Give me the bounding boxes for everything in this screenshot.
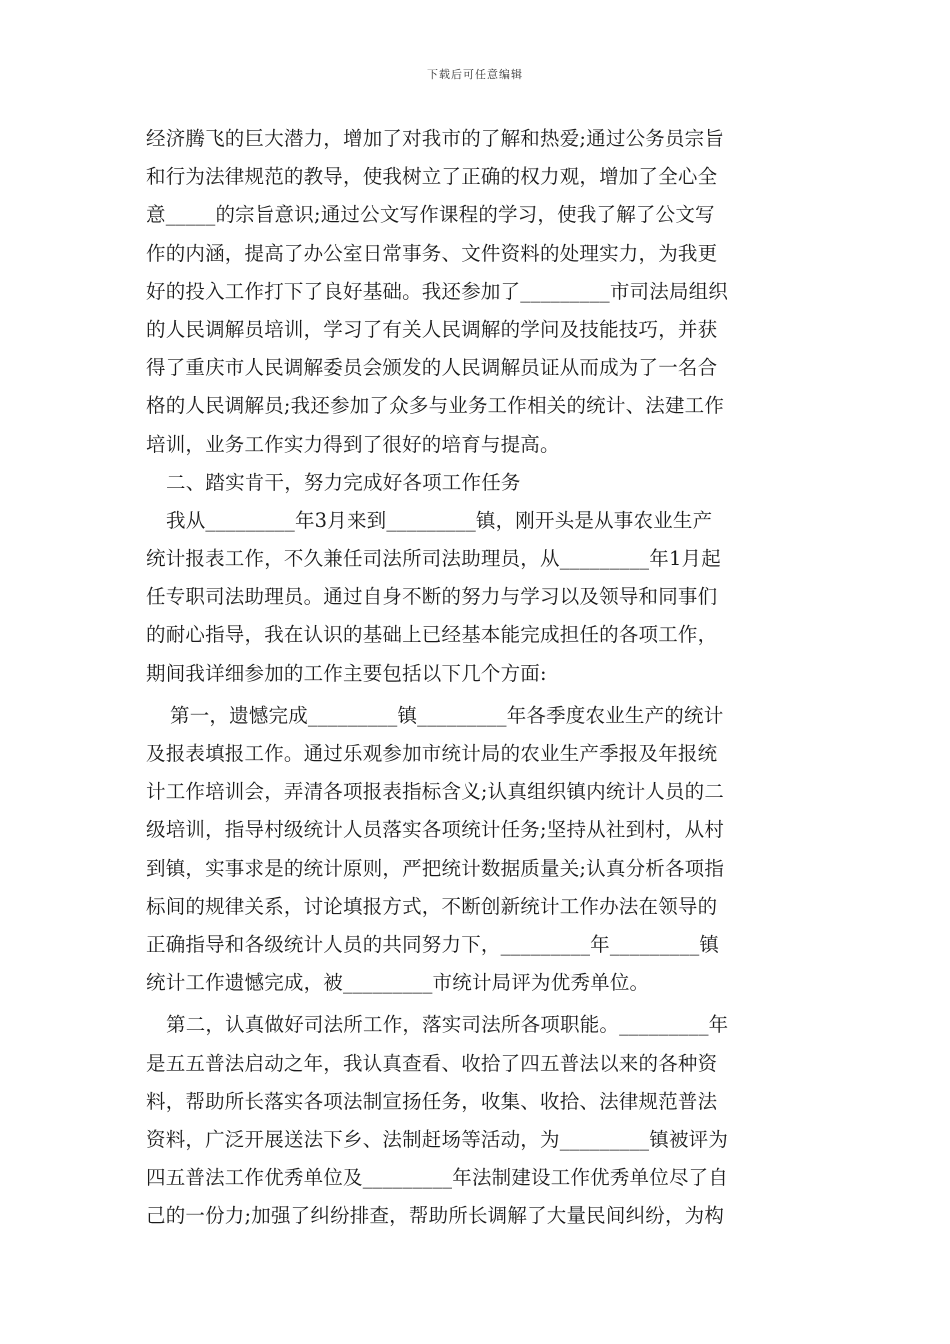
- text-line: 培训，业务工作实力得到了很好的培育与提高。: [146, 432, 560, 456]
- text-line: 任专职司法助理员。通过自身不断的努力与学习以及领导和同事们: [146, 585, 718, 609]
- page-header: 下载后可任意编辑: [427, 68, 523, 81]
- document-body: [146, 120, 806, 1235]
- text-line: 期间我详细参加的工作主要包括以下几个方面:: [146, 661, 547, 685]
- text-line: 意_____的宗旨意识;通过公文写作课程的学习，使我了解了公文写: [146, 203, 715, 227]
- text-line: 级培训，指导村级统计人员落实各项统计任务;坚持从社到村，从村: [146, 818, 725, 842]
- text-line: 经济腾飞的巨大潜力，增加了对我市的了解和热爱;通过公务员宗旨: [146, 127, 725, 150]
- text-line: 作的内涵，提高了办公室日常事务、文件资料的处理实力，为我更: [146, 241, 718, 265]
- text-line: 得了重庆市人民调解委员会颁发的人民调解员证从而成为了一名合: [146, 356, 718, 380]
- text-line: 第二，认真做好司法所工作，落实司法所各项职能。_________年: [166, 1013, 729, 1037]
- text-line: 到镇，实事求是的统计原则，严把统计数据质量关;认真分析各项指: [146, 856, 725, 880]
- text-line: 统计报表工作，不久兼任司法所司法助理员，从_________年1月起: [146, 547, 721, 571]
- text-line: 及报表填报工作。通过乐观参加市统计局的农业生产季报及年报统: [146, 742, 718, 765]
- text-line: 资料，广泛开展送法下乡、法制赶场等活动，为_________镇被评为: [146, 1127, 729, 1151]
- text-line: 好的投入工作打下了良好基础。我还参加了_________市司法局组织: [146, 279, 729, 303]
- text-line: 己的一份力;加强了纠纷排查，帮助所长调解了大量民间纠纷，为构: [146, 1204, 725, 1228]
- text-line: 料，帮助所长落实各项法制宣扬任务，收集、收拾、法律规范普法: [146, 1089, 718, 1113]
- text-line: 我从_________年3月来到_________镇，刚开头是从事农业生产: [166, 508, 713, 532]
- text-line: 统计工作遗憾完成，被_________市统计局评为优秀单位。: [146, 971, 650, 995]
- text-line: 的耐心指导，我在认识的基础上已经基本能完成担任的各项工作，: [146, 623, 718, 647]
- text-line: 和行为法律规范的教导，使我树立了正确的权力观，增加了全心全: [146, 165, 718, 189]
- text-line: 标间的规律关系，讨论填报方式，不断创新统计工作办法在领导的: [146, 894, 718, 918]
- text-line: 格的人民调解员;我还参加了众多与业务工作相关的统计、法建工作: [146, 394, 725, 418]
- text-line: 计工作培训会，弄清各项报表指标含义;认真组织镇内统计人员的二: [146, 780, 725, 804]
- text-line: 正确指导和各级统计人员的共同努力下，_________年_________镇: [146, 932, 720, 956]
- text-line: 是五五普法启动之年，我认真查看、收拾了四五普法以来的各种资: [146, 1051, 718, 1075]
- text-line: 的人民调解员培训，学习了有关人民调解的学问及技能技巧，并获: [146, 317, 718, 341]
- text-line: 第一，遗憾完成_________镇_________年各季度农业生产的统计: [170, 703, 724, 727]
- text-line: 四五普法工作优秀单位及_________年法制建设工作优秀单位尽了自: [146, 1166, 729, 1190]
- section-heading: 二、踏实肯干，努力完成好各项工作任务: [166, 470, 521, 494]
